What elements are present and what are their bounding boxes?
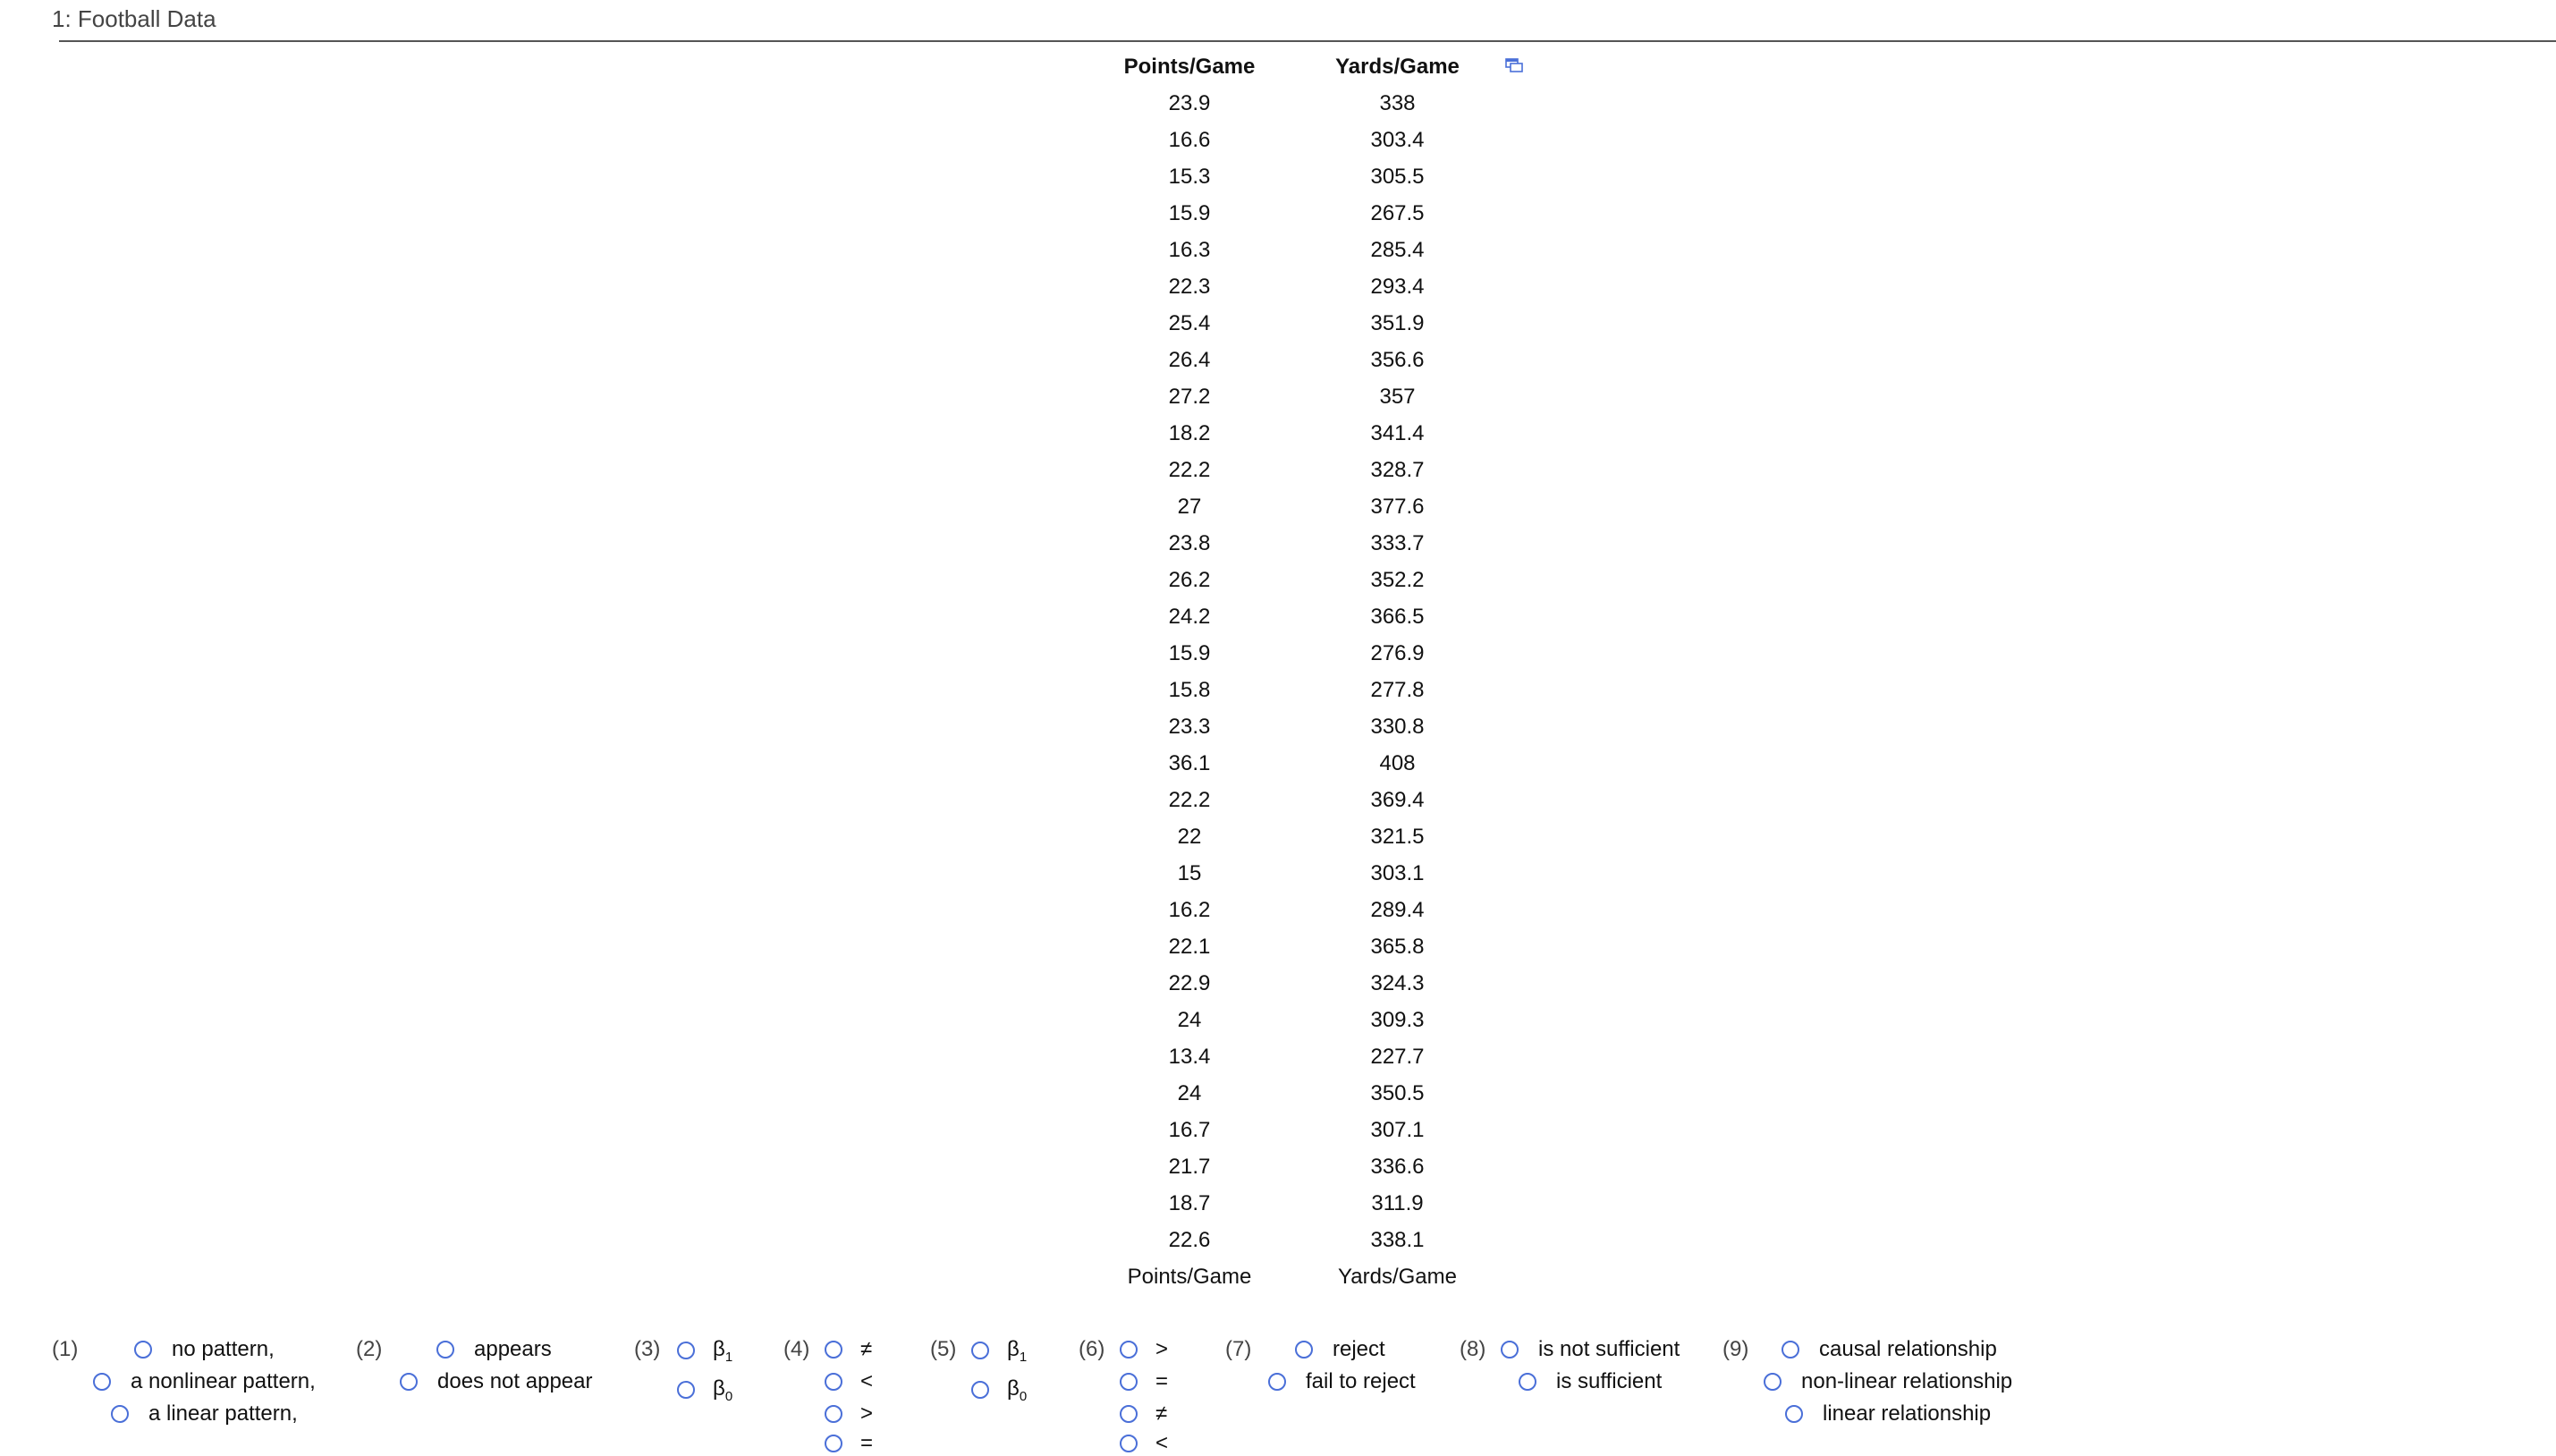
yards-per-game-cell: 285.4 (1370, 237, 1425, 262)
table-footer-row (1091, 1258, 1507, 1295)
yards-per-game-cell: 341.4 (1370, 420, 1425, 445)
radio-button[interactable] (1295, 1341, 1313, 1359)
radio-button[interactable] (971, 1381, 989, 1399)
points-per-game-cell: 15.8 (1168, 677, 1211, 702)
yards-per-game-cell: 303.4 (1370, 127, 1425, 152)
points-per-game-cell: 22 (1177, 824, 1202, 849)
points-per-game-cell: 22.2 (1168, 787, 1211, 812)
radio-button[interactable] (1120, 1405, 1138, 1423)
points-per-game-cell: 26.2 (1168, 567, 1211, 592)
yards-per-game-cell: 311.9 (1371, 1190, 1424, 1215)
q4-option-equal[interactable]: = (825, 1431, 873, 1456)
radio-button[interactable] (1785, 1405, 1803, 1423)
question-3-label: (3) (634, 1337, 661, 1361)
question-2-label: (2) (356, 1337, 383, 1361)
yards-per-game-cell: 276.9 (1370, 640, 1425, 665)
radio-button[interactable] (436, 1341, 454, 1359)
q6-option-less-than[interactable]: < (1120, 1431, 1168, 1456)
column-header-points: Points/Game (1123, 54, 1256, 79)
points-per-game-cell: 15 (1177, 860, 1202, 885)
points-per-game-cell: 21.7 (1168, 1154, 1211, 1179)
yards-per-game-cell: 336.6 (1370, 1154, 1425, 1179)
table-row (1091, 1222, 1507, 1258)
table-row (1091, 158, 1507, 195)
yards-per-game-cell: 356.6 (1370, 347, 1425, 372)
table-row (1091, 1038, 1507, 1075)
table-row (1091, 672, 1507, 708)
column-footer-points: Points/Game (1127, 1264, 1252, 1289)
points-per-game-cell: 24 (1177, 1080, 1202, 1105)
table-row (1091, 415, 1507, 452)
radio-button[interactable] (971, 1342, 989, 1359)
table-row (1091, 1075, 1507, 1112)
q3-option-beta0[interactable]: $\beta_0$ (677, 1376, 732, 1404)
question-4-label: (4) (783, 1337, 810, 1361)
points-per-game-cell: 22.6 (1168, 1227, 1211, 1252)
points-per-game-cell: 24 (1177, 1007, 1202, 1032)
yards-per-game-cell: 377.6 (1370, 494, 1425, 519)
table-row (1091, 342, 1507, 378)
points-per-game-cell: 27 (1177, 494, 1202, 519)
q1-option-no-pattern[interactable]: no pattern, (134, 1337, 275, 1362)
q7-option-reject[interactable]: reject (1295, 1337, 1385, 1362)
football-data-table (1091, 48, 1507, 1295)
points-per-game-cell: 25.4 (1168, 310, 1211, 335)
q9-option-linear-relationship[interactable]: linear relationship (1785, 1401, 1991, 1426)
table-row (1091, 782, 1507, 818)
question-9-label: (9) (1722, 1337, 1749, 1361)
yards-per-game-cell: 351.9 (1370, 310, 1425, 335)
points-per-game-cell: 22.3 (1168, 274, 1211, 299)
points-per-game-cell: 24.2 (1168, 604, 1211, 629)
q4-option-not-equal[interactable]: ≠ (825, 1337, 872, 1362)
q9-option-causal-relationship[interactable]: causal relationship (1782, 1337, 1997, 1362)
table-row (1091, 745, 1507, 782)
yards-per-game-cell: 305.5 (1370, 164, 1425, 189)
table-row (1091, 928, 1507, 965)
points-per-game-cell: 16.7 (1168, 1117, 1211, 1142)
radio-button[interactable] (1120, 1373, 1138, 1391)
table-row (1091, 1112, 1507, 1148)
question-1-label: (1) (52, 1337, 79, 1361)
q2-option-appears[interactable]: appears (436, 1337, 552, 1362)
q6-option-not-equal[interactable]: ≠ (1120, 1401, 1167, 1426)
yards-per-game-cell: 365.8 (1370, 934, 1425, 959)
table-row (1091, 1185, 1507, 1222)
points-per-game-cell: 18.2 (1168, 420, 1211, 445)
points-per-game-cell: 23.3 (1168, 714, 1211, 739)
table-row (1091, 452, 1507, 488)
radio-button[interactable] (1764, 1373, 1782, 1391)
table-row (1091, 122, 1507, 158)
table-row (1091, 598, 1507, 635)
yards-per-game-cell: 309.3 (1370, 1007, 1425, 1032)
radio-button[interactable] (1501, 1341, 1519, 1359)
q9-option-nonlinear-relationship[interactable]: non-linear relationship (1764, 1369, 2012, 1394)
yards-per-game-cell: 330.8 (1370, 714, 1425, 739)
yards-per-game-cell: 328.7 (1370, 457, 1425, 482)
yards-per-game-cell: 303.1 (1370, 860, 1425, 885)
points-per-game-cell: 23.9 (1168, 90, 1211, 115)
yards-per-game-cell: 338 (1379, 90, 1416, 115)
points-per-game-cell: 23.8 (1168, 530, 1211, 555)
column-header-yards: Yards/Game (1335, 54, 1460, 79)
q5-option-beta0[interactable]: $\beta_0$ (971, 1376, 1027, 1404)
yards-per-game-cell: 293.4 (1370, 274, 1425, 299)
yards-per-game-cell: 357 (1379, 384, 1416, 409)
q4-option-less-than[interactable]: < (825, 1369, 873, 1394)
radio-button[interactable] (134, 1341, 152, 1359)
q5-option-beta1[interactable]: $\beta_1$ (971, 1337, 1027, 1365)
yards-per-game-cell: 227.7 (1370, 1044, 1425, 1069)
column-footer-yards: Yards/Game (1338, 1264, 1457, 1289)
points-per-game-cell: 18.7 (1168, 1190, 1211, 1215)
table-row (1091, 1148, 1507, 1185)
table-row (1091, 525, 1507, 562)
q8-option-is-not-sufficient[interactable]: is not sufficient (1501, 1337, 1680, 1362)
points-per-game-cell: 36.1 (1168, 750, 1211, 775)
points-per-game-cell: 27.2 (1168, 384, 1211, 409)
title-divider (59, 40, 2556, 42)
table-row (1091, 965, 1507, 1002)
q6-option-equal[interactable]: = (1120, 1369, 1168, 1394)
yards-per-game-cell: 338.1 (1370, 1227, 1425, 1252)
popout-window-icon[interactable] (1505, 58, 1523, 72)
table-row (1091, 488, 1507, 525)
q1-option-linear-pattern[interactable]: a linear pattern, (111, 1401, 298, 1426)
table-row (1091, 378, 1507, 415)
points-per-game-cell: 16.2 (1168, 897, 1211, 922)
points-per-game-cell: 16.3 (1168, 237, 1211, 262)
q8-option-is-sufficient[interactable]: is sufficient (1519, 1369, 1662, 1394)
radio-button[interactable] (111, 1405, 129, 1423)
yards-per-game-cell: 408 (1379, 750, 1416, 775)
q4-option-greater-than[interactable]: > (825, 1401, 873, 1426)
radio-button[interactable] (1120, 1341, 1138, 1359)
table-row (1091, 85, 1507, 122)
yards-per-game-cell: 333.7 (1370, 530, 1425, 555)
points-per-game-cell: 22.2 (1168, 457, 1211, 482)
question-7-label: (7) (1225, 1337, 1252, 1361)
table-row (1091, 232, 1507, 268)
points-per-game-cell: 16.6 (1168, 127, 1211, 152)
yards-per-game-cell: 277.8 (1370, 677, 1425, 702)
points-per-game-cell: 22.9 (1168, 970, 1211, 995)
q7-option-fail-to-reject[interactable]: fail to reject (1268, 1369, 1416, 1394)
radio-button[interactable] (677, 1381, 695, 1399)
panel-title: 1: Football Data (52, 5, 216, 32)
radio-button[interactable] (1120, 1435, 1138, 1452)
yards-per-game-cell: 369.4 (1370, 787, 1425, 812)
radio-button[interactable] (1268, 1373, 1286, 1391)
yards-per-game-cell: 307.1 (1370, 1117, 1425, 1142)
q2-option-does-not-appear[interactable]: does not appear (400, 1369, 592, 1394)
radio-button[interactable] (825, 1373, 842, 1391)
yards-per-game-cell: 352.2 (1370, 567, 1425, 592)
yards-per-game-cell: 267.5 (1370, 200, 1425, 225)
points-per-game-cell: 26.4 (1168, 347, 1211, 372)
points-per-game-cell: 15.9 (1168, 200, 1211, 225)
table-row (1091, 635, 1507, 672)
table-row (1091, 892, 1507, 928)
table-row (1091, 195, 1507, 232)
yards-per-game-cell: 350.5 (1370, 1080, 1425, 1105)
yards-per-game-cell: 366.5 (1370, 604, 1425, 629)
question-8-label: (8) (1460, 1337, 1486, 1361)
radio-button[interactable] (1782, 1341, 1799, 1359)
table-row (1091, 855, 1507, 892)
table-row (1091, 1002, 1507, 1038)
radio-button[interactable] (825, 1405, 842, 1423)
radio-button[interactable] (1519, 1373, 1536, 1391)
q6-option-greater-than[interactable]: > (1120, 1337, 1168, 1362)
points-per-game-cell: 15.3 (1168, 164, 1211, 189)
points-per-game-cell: 22.1 (1168, 934, 1211, 959)
q3-option-beta1[interactable]: $\beta_1$ (677, 1337, 732, 1365)
table-row (1091, 708, 1507, 745)
points-per-game-cell: 15.9 (1168, 640, 1211, 665)
radio-button[interactable] (825, 1435, 842, 1452)
yards-per-game-cell: 324.3 (1370, 970, 1425, 995)
yards-per-game-cell: 289.4 (1370, 897, 1425, 922)
radio-button[interactable] (93, 1373, 111, 1391)
table-row (1091, 818, 1507, 855)
table-row (1091, 305, 1507, 342)
question-6-label: (6) (1079, 1337, 1105, 1361)
radio-button[interactable] (677, 1342, 695, 1359)
radio-button[interactable] (400, 1373, 418, 1391)
q1-option-nonlinear-pattern[interactable]: a nonlinear pattern, (93, 1369, 316, 1394)
table-row (1091, 268, 1507, 305)
yards-per-game-cell: 321.5 (1370, 824, 1425, 849)
question-5-label: (5) (930, 1337, 957, 1361)
radio-button[interactable] (825, 1341, 842, 1359)
table-row (1091, 562, 1507, 598)
table-header-row (1091, 48, 1507, 85)
points-per-game-cell: 13.4 (1168, 1044, 1211, 1069)
